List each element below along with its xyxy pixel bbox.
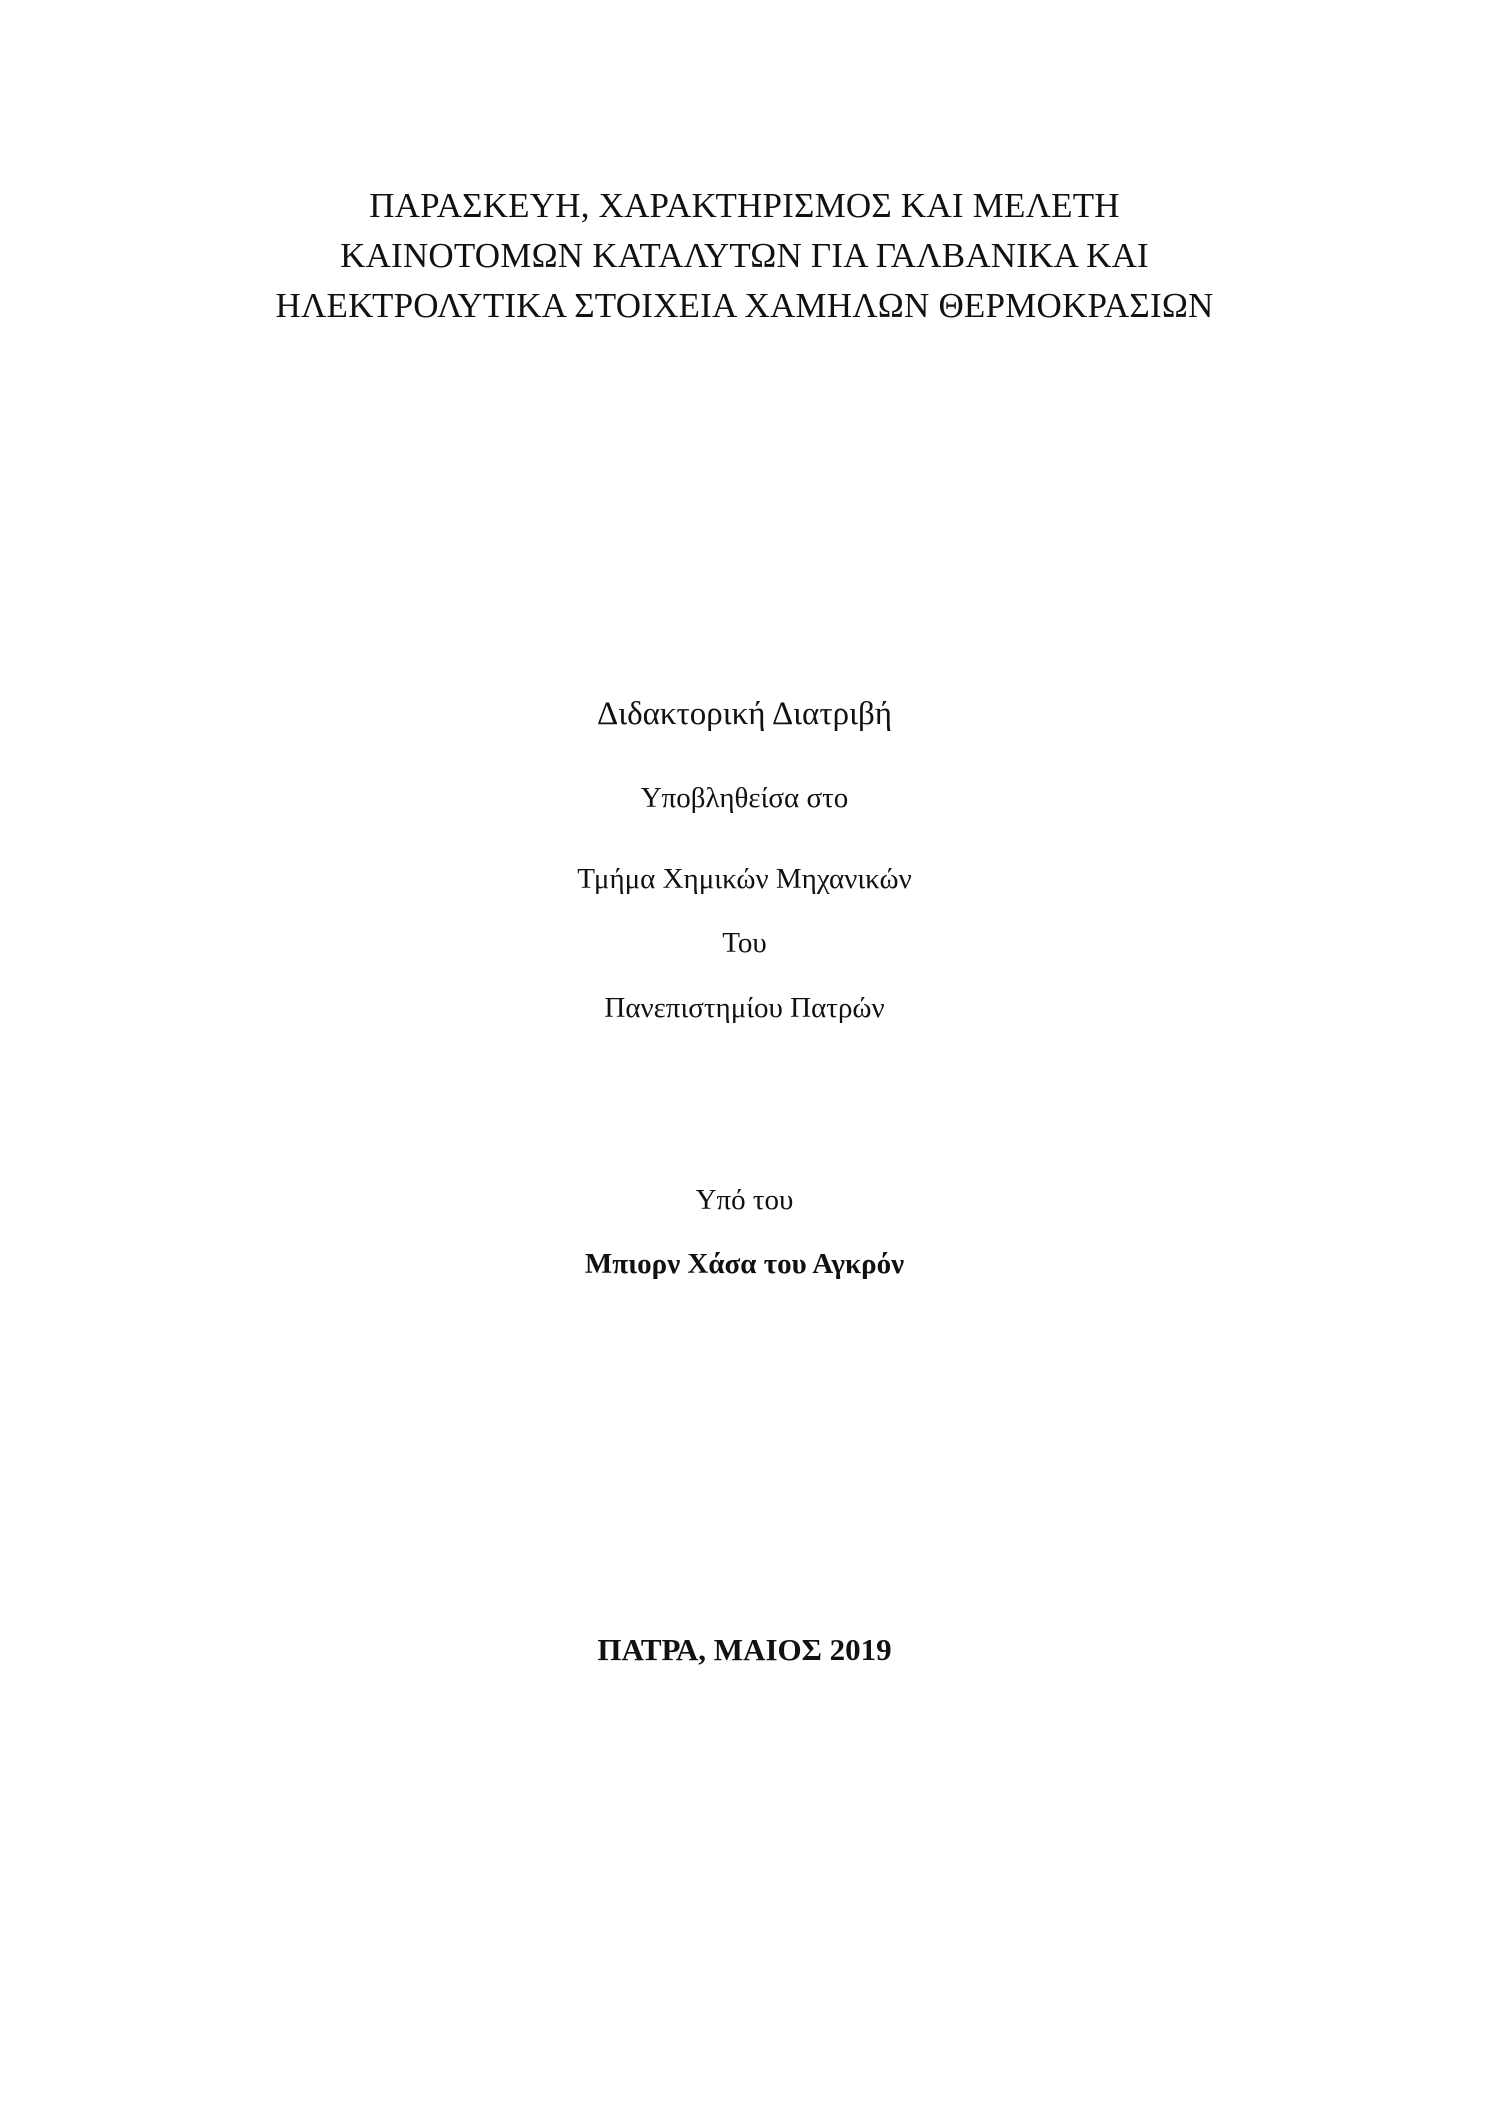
thesis-title-line-1: ΠΑΡΑΣΚΕΥΗ, ΧΑΡΑΚΤΗΡΙΣΜΟΣ ΚΑΙ ΜΕΛΕΤΗ — [369, 186, 1120, 225]
thesis-title-line-3: ΗΛΕΚΤΡΟΛΥΤΙΚΑ ΣΤΟΙΧΕΙΑ ΧΑΜΗΛΩΝ ΘΕΡΜΟΚΡΑΣΙΩΝ — [275, 286, 1214, 325]
by-label: Υπό του — [695, 1184, 794, 1216]
submitted-to-label: Υποβληθείσα στο — [640, 782, 849, 814]
thesis-title-line-2: ΚΑΙΝΟΤΟΜΩΝ ΚΑΤΑΛΥΤΩΝ ΓΙΑ ΓΑΛΒΑΝΙΚΑ ΚΑΙ — [340, 236, 1149, 275]
author-name: Μπιορν Χάσα του Αγκρόν — [584, 1248, 905, 1280]
university-name: Πανεπιστημίου Πατρών — [604, 992, 885, 1024]
of-label: Του — [722, 927, 767, 959]
department-name: Τμήμα Χημικών Μηχανικών — [577, 863, 912, 895]
place-and-date: ΠΑΤΡΑ, ΜΑΙΟΣ 2019 — [597, 1632, 892, 1667]
thesis-type: Διδακτορική Διατριβή — [596, 696, 893, 732]
